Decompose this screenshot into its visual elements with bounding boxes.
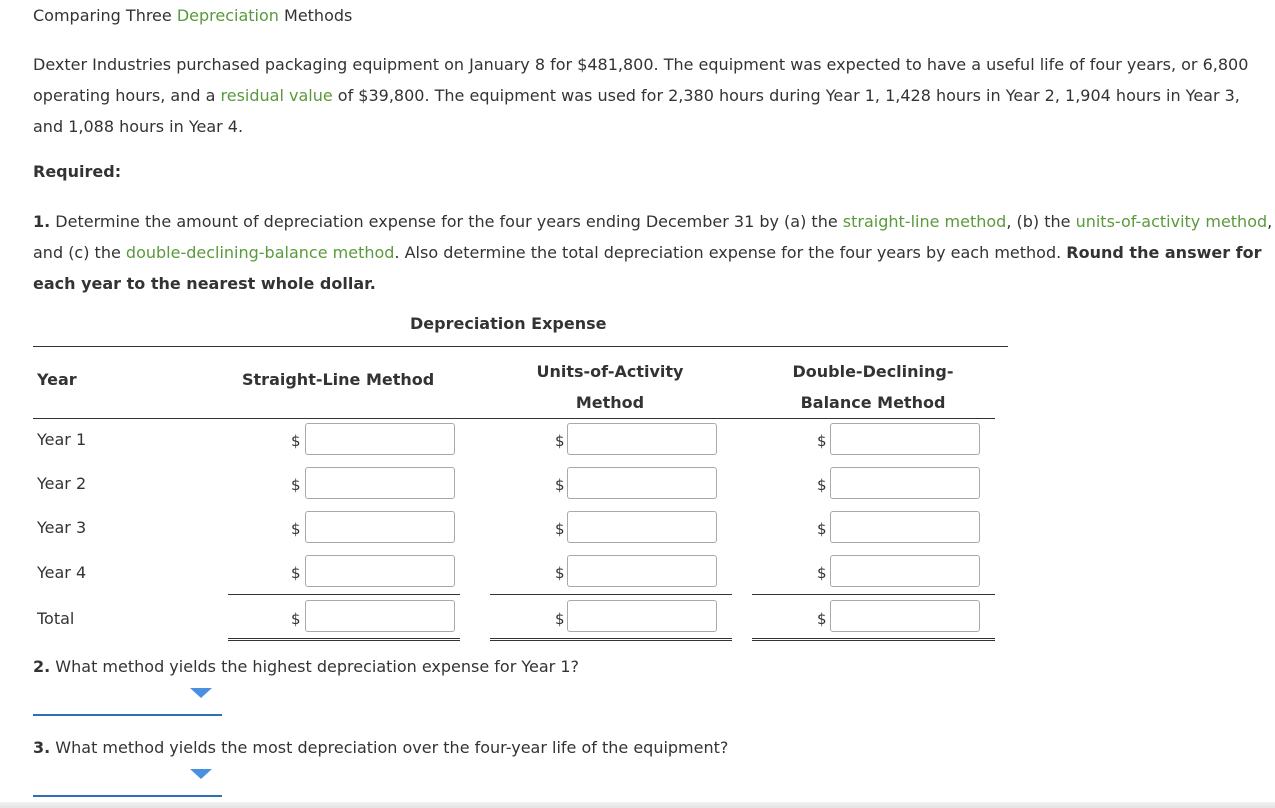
table-top-rule: [33, 346, 1008, 347]
currency-sign: $: [291, 432, 301, 450]
question-2-text: What method yields the highest depreciation expense for Year 1?: [50, 657, 580, 676]
currency-sign: $: [817, 520, 827, 538]
q1-text-1: Determine the amount of depreciation expense for the four years ending December 31 by (a) the: [50, 212, 843, 231]
chevron-down-icon[interactable]: [190, 769, 212, 779]
problem-text-1: Dexter Industries purchased packaging equipment on January 8 for $481,800. The equipment was expected to have a useful life of four years, or 6,800 operating hours, and a: [33, 55, 1249, 105]
question-3-number: 3.: [33, 738, 51, 757]
year-4-double-declining-input[interactable]: [830, 555, 980, 587]
year-4-straight-line-input[interactable]: [305, 555, 455, 587]
year-3-units-of-activity-input[interactable]: [567, 511, 717, 543]
total-units-of-activity-input[interactable]: [567, 600, 717, 632]
currency-sign: $: [291, 476, 301, 494]
column-header-units-of-activity: [490, 356, 730, 418]
required-heading: Required:: [33, 162, 122, 181]
currency-sign: $: [555, 432, 565, 450]
total-double-rule-double-declining: [752, 638, 995, 641]
row-label-year-3: Year 3: [37, 518, 87, 537]
chevron-down-icon[interactable]: [190, 688, 212, 698]
column-header-straight-line: Straight-Line Method: [242, 370, 435, 389]
column-header-year: Year: [37, 370, 77, 389]
currency-sign: $: [555, 476, 565, 494]
rounding-instruction: Round the answer for each year to the nearest whole dollar.: [33, 243, 1262, 293]
year-3-straight-line-input[interactable]: [305, 511, 455, 543]
title-text-pre: Comparing Three: [33, 6, 177, 25]
straight-line-link[interactable]: straight-line method: [842, 212, 1007, 231]
year-4-units-of-activity-input[interactable]: [567, 555, 717, 587]
column-header-double-declining: [753, 356, 993, 418]
total-double-rule-units-of-activity: [490, 638, 732, 641]
question-2-method-dropdown[interactable]: [33, 688, 222, 716]
currency-sign: $: [291, 610, 301, 628]
currency-sign: $: [555, 520, 565, 538]
year-3-double-declining-input[interactable]: [830, 511, 980, 543]
problem-text-2: of $39,800. The equipment was used for 2,380 hours during Year 1, 1,428 hours in Year 2, 1,904 hours in Year 3, and 1,088 hours in Year 4.: [33, 86, 1240, 136]
question-3: [33, 737, 728, 759]
subtotal-rule-double-declining: [752, 594, 995, 595]
depreciation-link[interactable]: Depreciation: [176, 6, 279, 25]
q1-text-2: , (b) the: [1006, 212, 1076, 231]
question-3-method-dropdown[interactable]: [33, 769, 222, 797]
column-header-ddb-line2: Balance Method: [800, 393, 946, 412]
subtotal-rule-straight-line: [228, 594, 460, 595]
year-1-units-of-activity-input[interactable]: [567, 423, 717, 455]
question-2: [33, 656, 579, 678]
currency-sign: $: [555, 564, 565, 582]
subtotal-rule-units-of-activity: [490, 594, 732, 595]
year-2-units-of-activity-input[interactable]: [567, 467, 717, 499]
total-straight-line-input[interactable]: [305, 600, 455, 632]
dropdown-underline: [33, 795, 222, 797]
title-text-post: Methods: [278, 6, 353, 25]
year-2-double-declining-input[interactable]: [830, 467, 980, 499]
units-of-activity-link[interactable]: units-of-activity method: [1075, 212, 1268, 231]
currency-sign: $: [817, 476, 827, 494]
year-1-straight-line-input[interactable]: [305, 423, 455, 455]
dropdown-underline: [33, 714, 222, 716]
total-double-declining-input[interactable]: [830, 600, 980, 632]
row-label-year-2: Year 2: [37, 474, 87, 493]
total-double-rule-straight-line: [228, 638, 460, 641]
column-header-ua-line2: Method: [575, 393, 645, 412]
question-3-text: What method yields the most depreciation over the four-year life of the equipment?: [50, 738, 729, 757]
column-header-ua-line1: Units-of-Activity: [536, 362, 684, 381]
currency-sign: $: [817, 564, 827, 582]
page-bottom-edge: [0, 802, 1275, 808]
column-header-ddb-line1: Double-Declining-: [792, 362, 954, 381]
question-2-number: 2.: [33, 657, 51, 676]
question-1: [33, 206, 1273, 299]
question-1-number: 1.: [33, 212, 51, 231]
problem-statement: [33, 49, 1273, 142]
year-2-straight-line-input[interactable]: [305, 467, 455, 499]
q1-text-4: . Also determine the total depreciation expense for the four years by each method.: [394, 243, 1067, 262]
row-label-year-1: Year 1: [37, 430, 87, 449]
currency-sign: $: [291, 520, 301, 538]
row-label-year-4: Year 4: [37, 563, 87, 582]
q1-text-3: , and (c) the: [33, 212, 1273, 262]
currency-sign: $: [817, 610, 827, 628]
row-label-total: Total: [37, 609, 75, 628]
table-header-rule: [33, 418, 995, 419]
double-declining-link[interactable]: double-declining-balance method: [125, 243, 395, 262]
table-title: Depreciation Expense: [410, 314, 607, 333]
currency-sign: $: [555, 610, 565, 628]
currency-sign: $: [817, 432, 827, 450]
year-1-double-declining-input[interactable]: [830, 423, 980, 455]
currency-sign: $: [291, 564, 301, 582]
page-title: [33, 5, 352, 27]
residual-value-link[interactable]: residual value: [220, 86, 333, 105]
